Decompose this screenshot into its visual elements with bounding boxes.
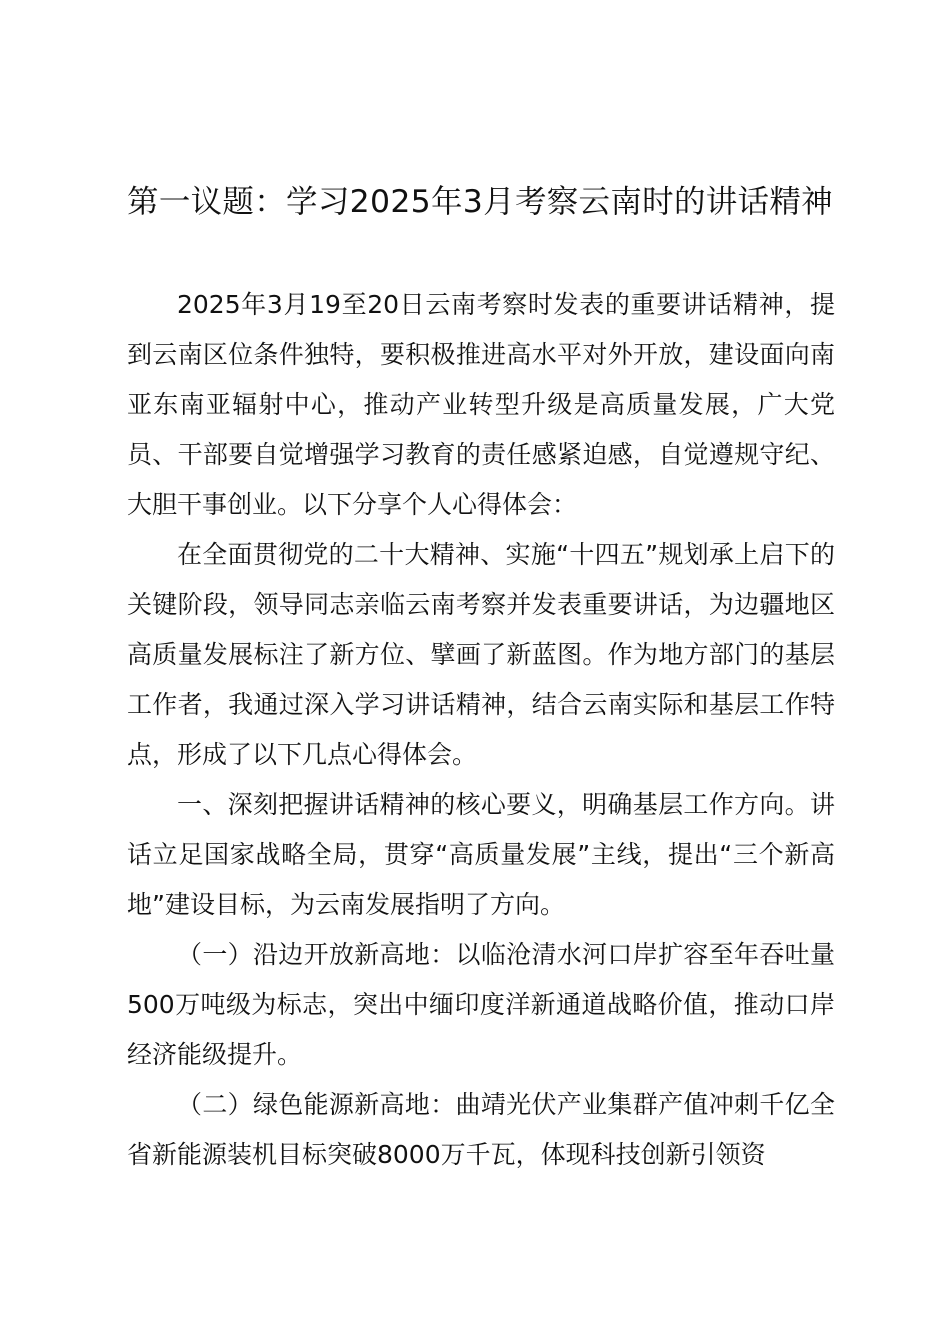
- paragraph-subsection-one: （一）沿边开放新高地：以临沧清水河口岸扩容至年吞吐量500万吨级为标志，突出中缅印度洋新通道战略价值，推动口岸经济能级提升。: [127, 940, 835, 1069]
- paragraph-intro: 2025年3月19至20日云南考察时发表的重要讲话精神，提到云南区位条件独特，要积极推进高水平对外开放，建设面向南亚东南亚辐射中心，推动产业转型升级是高质量发展，广大党员、干部要自觉增强学习教育的责任感紧迫感，自觉遵规守纪、大胆干事创业。以下分享个人心得体会：: [127, 290, 835, 519]
- paragraph-section-one: 一、深刻把握讲话精神的核心要义，明确基层工作方向。讲话立足国家战略全局，贯穿“高质量发展”主线，提出“三个新高地”建设目标，为云南发展指明了方向。: [127, 790, 835, 919]
- paragraph-context: 在全面贯彻党的二十大精神、实施“十四五”规划承上启下的关键阶段，领导同志亲临云南考察并发表重要讲话，为边疆地区高质量发展标注了新方位、擘画了新蓝图。作为地方部门的基层工作者，我通过深入学习讲话精神，结合云南实际和基层工作特点，形成了以下几点心得体会。: [127, 540, 835, 769]
- document-title: 第一议题：学习2025年3月考察云南时的讲话精神: [127, 184, 833, 220]
- document-body: [127, 280, 835, 1180]
- paragraph-subsection-two: （二）绿色能源新高地：曲靖光伏产业集群产值冲刺千亿全省新能源装机目标突破8000万千瓦，体现科技创新引领资: [127, 1090, 835, 1169]
